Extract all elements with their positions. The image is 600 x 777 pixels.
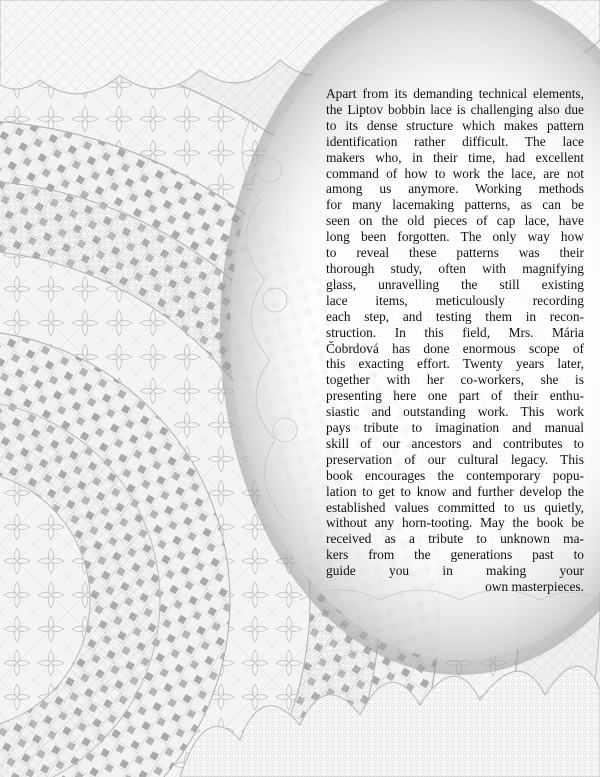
body-line: own masterpieces. [485,579,584,595]
body-line: the Liptov bobbin lace is challenging also due [326,101,584,117]
body-line: pays tribute to imagination and manual [326,420,584,436]
body-line: thorough study, often with magnifying [326,260,584,276]
body-line: each step, and testing them in recon- [326,308,584,324]
body-line: preservation of our cultural legacy. This [326,451,584,467]
body-line: siastic and outstanding work. This work [326,404,584,420]
body-line: without any horn-tooting. May the book be [326,515,584,531]
body-line: glass, unravelling the still existing [326,276,584,292]
body-line: presenting here one part of their enthu- [326,388,584,404]
body-line: to its dense structure which makes pattern [326,117,584,133]
body-text [326,86,584,595]
body-line: struction. In this field, Mrs. Mária [326,324,584,340]
body-line: received as a tribute to unknown ma- [326,531,584,547]
body-line: skill of our ancestors and contributes to [326,435,584,451]
body-line: command of how to work the lace, are not [326,165,584,181]
body-line: lace items, meticulously recording [326,292,584,308]
body-line: among us anymore. Working methods [326,181,584,197]
body-line: seen on the old pieces of cap lace, have [326,213,584,229]
body-line: established values committed to us quietly, [326,499,584,515]
body-line: to reveal these patterns was their [326,245,584,261]
body-line: Čobrdová has done enormous scope of [326,340,584,356]
body-line: book encourages the contemporary popu- [326,467,584,483]
body-line: together with her co-workers, she is [326,372,584,388]
body-line: guide you in making your [326,563,584,579]
body-line: makers who, in their time, had excellent [326,149,584,165]
body-line: identification rather difficult. The lace [326,133,584,149]
body-line: long been forgotten. The only way how [326,229,584,245]
body-line: Apart from its demanding technical elements, [326,86,584,101]
body-line: for many lacemaking patterns, as can be [326,197,584,213]
body-line: this exacting effort. Twenty years later, [326,356,584,372]
body-line: lation to get to know and further develop the [326,483,584,499]
body-line: kers from the generations past to [326,547,584,563]
